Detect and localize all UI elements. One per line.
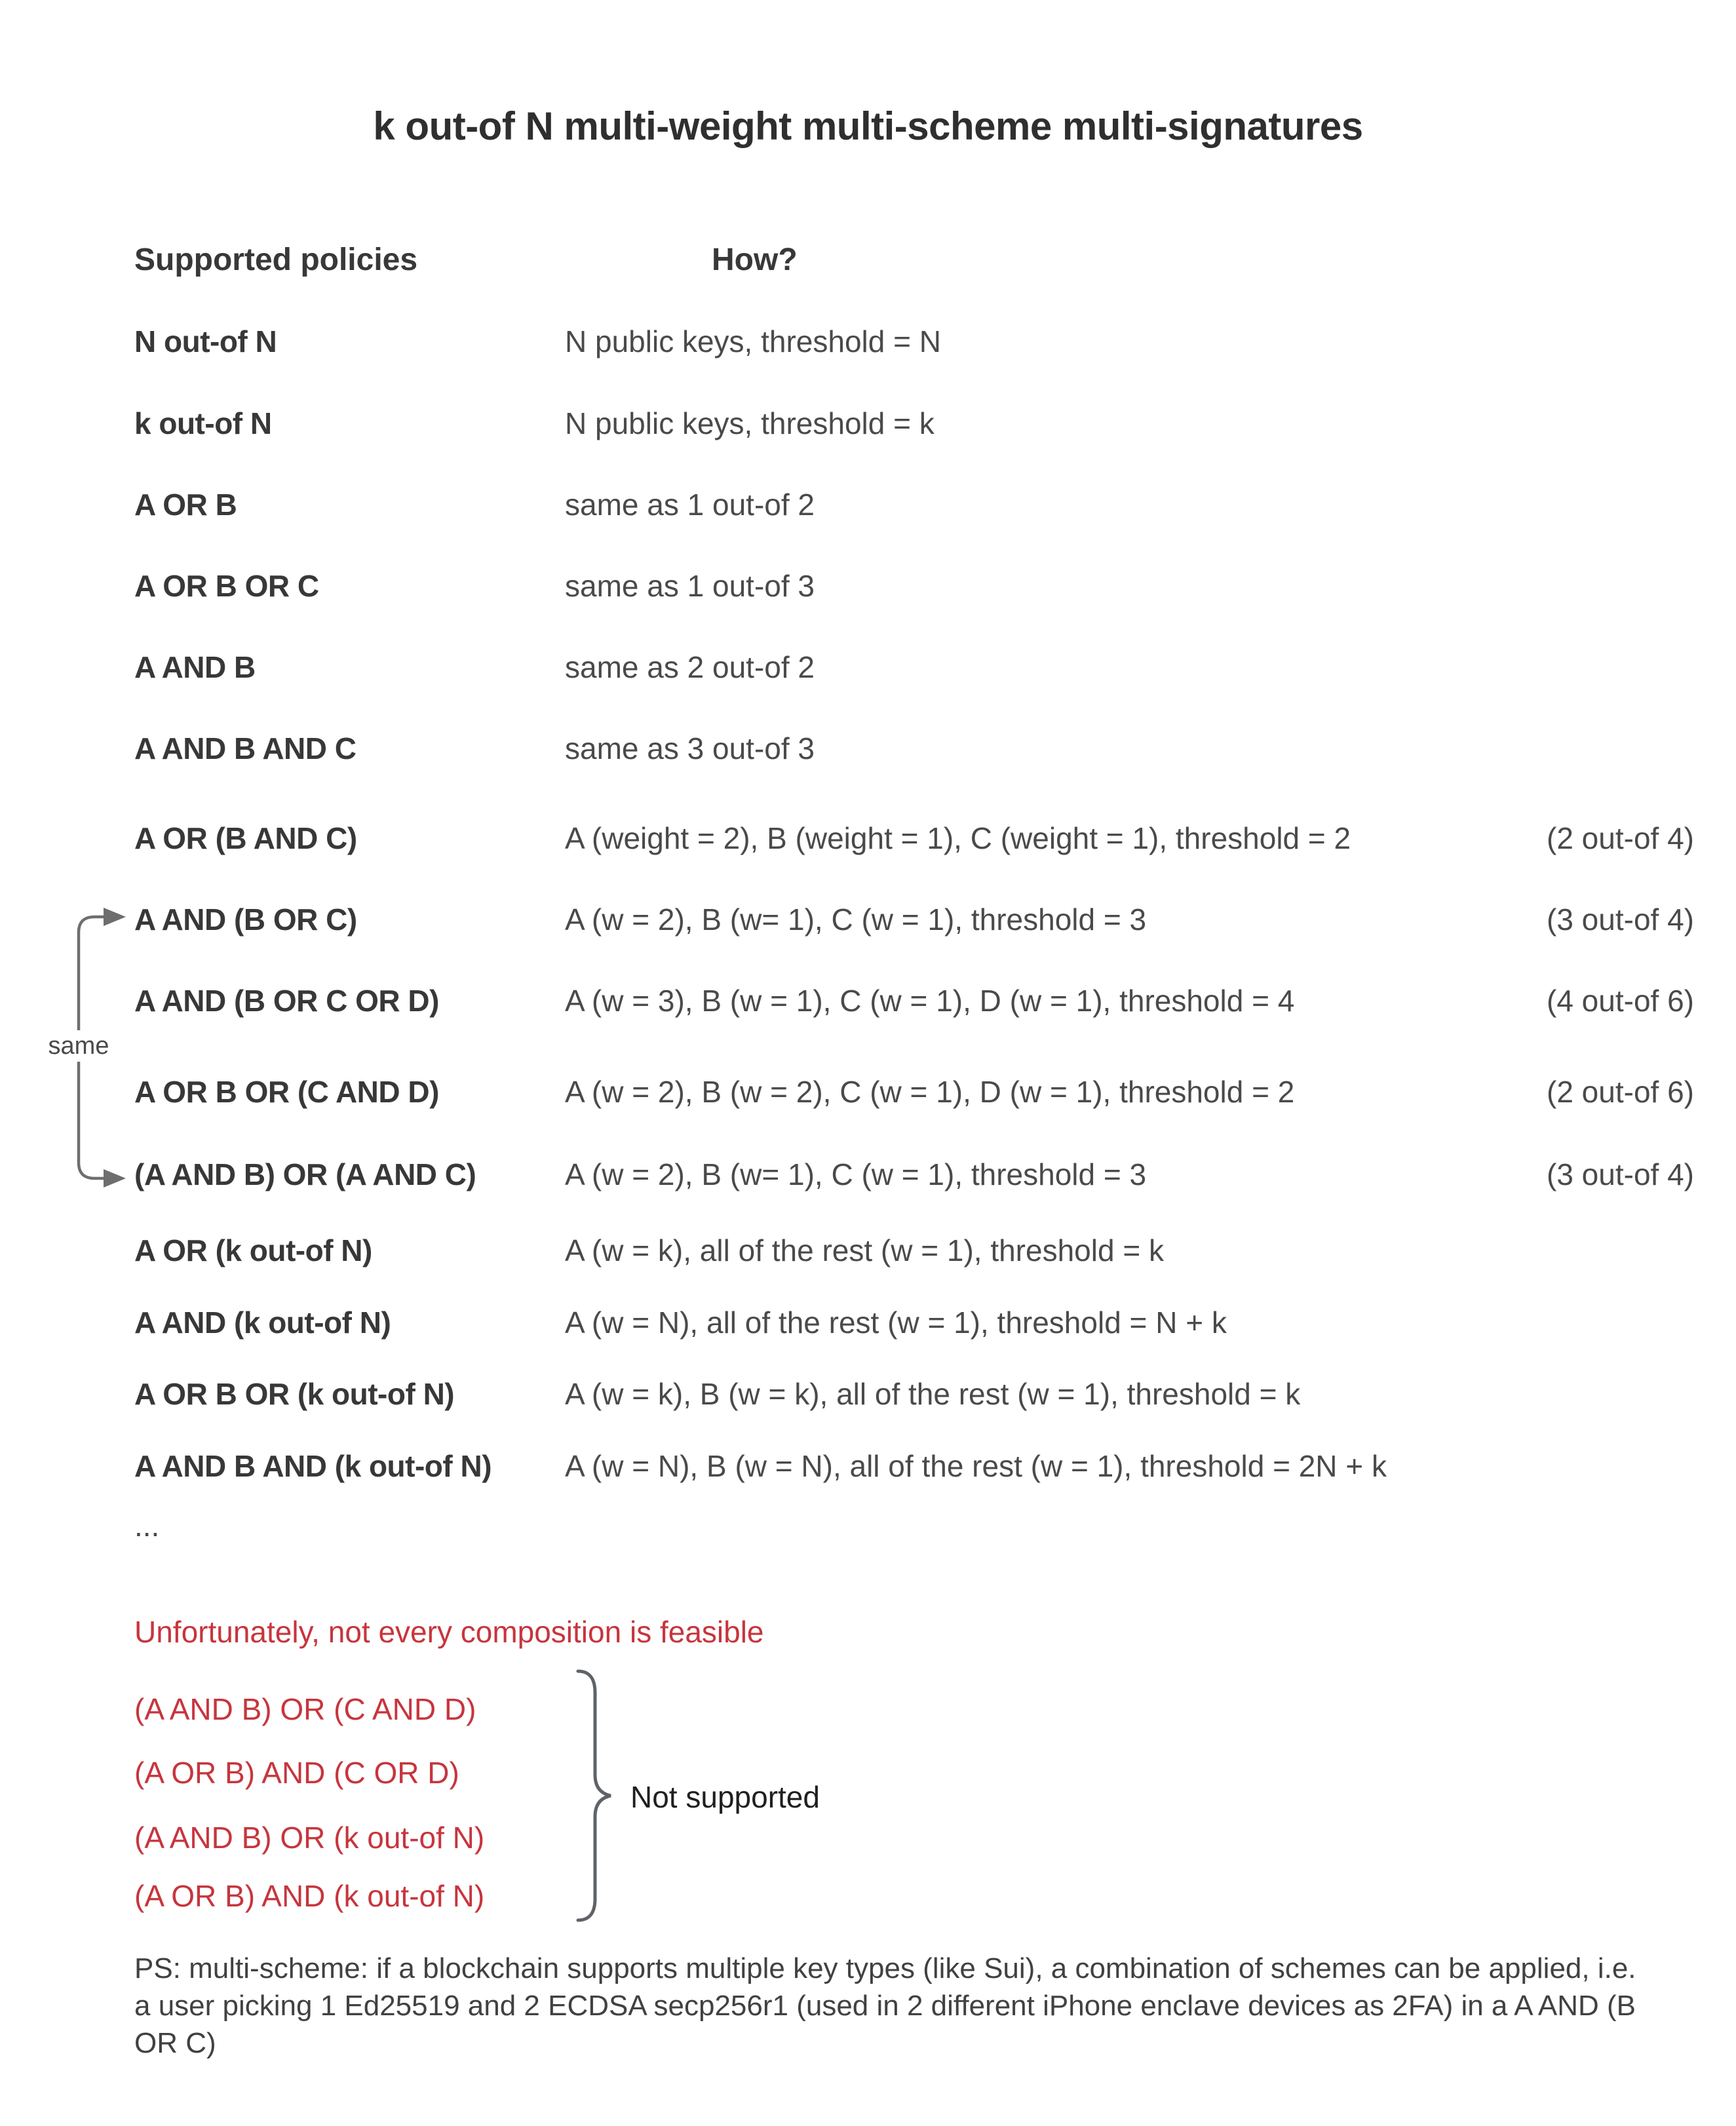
policy-label: A OR B OR (C AND D)	[134, 1075, 439, 1109]
table-row	[0, 1376, 1736, 1412]
how-text: A (w = N), B (w = N), all of the rest (w = 1), threshold = 2N + k	[565, 1449, 1387, 1483]
table-row	[0, 982, 1736, 1019]
policy-label: A AND B	[134, 650, 256, 684]
how-text: same as 2 out-of 2	[565, 650, 815, 684]
how-text: A (weight = 2), B (weight = 1), C (weight = 1), threshold = 2	[565, 821, 1351, 855]
table-row	[0, 1304, 1736, 1341]
equivalence-note: (4 out-of 6)	[1547, 984, 1694, 1018]
infeasible-item: (A AND B) OR (k out-of N)	[134, 1821, 485, 1855]
table-row	[0, 1232, 1736, 1269]
table-row	[0, 323, 1736, 360]
column-header-supported-policies: Supported policies	[134, 242, 418, 277]
equivalence-note: (2 out-of 6)	[1547, 1075, 1694, 1109]
table-row	[0, 1073, 1736, 1110]
table-row	[0, 649, 1736, 686]
how-text: A (w = 2), B (w= 1), C (w = 1), threshold = 3	[565, 902, 1147, 937]
how-text: A (w = N), all of the rest (w = 1), threshold = N + k	[565, 1305, 1227, 1340]
table-row	[0, 820, 1736, 857]
how-text: N public keys, threshold = k	[565, 406, 935, 440]
how-text: A (w = k), B (w = k), all of the rest (w = 1), threshold = k	[565, 1377, 1301, 1411]
column-header-how: How?	[712, 242, 798, 277]
table-row	[0, 730, 1736, 767]
how-text: same as 1 out-of 2	[565, 488, 815, 522]
table-row	[0, 901, 1736, 938]
how-text: A (w = 3), B (w = 1), C (w = 1), D (w = 1), threshold = 4	[565, 984, 1295, 1018]
policy-label: A OR (B AND C)	[134, 821, 357, 855]
equivalence-note: (3 out-of 4)	[1547, 1157, 1694, 1191]
page-title: k out-of N multi-weight multi-scheme multi-signatures	[373, 104, 1363, 148]
arrowhead-bottom-icon	[104, 1169, 126, 1188]
how-text: same as 3 out-of 3	[565, 731, 815, 765]
table-row	[0, 486, 1736, 523]
table-row	[0, 1448, 1736, 1484]
curly-brace-icon	[574, 1668, 616, 1923]
policy-label: A AND (k out-of N)	[134, 1305, 391, 1340]
policy-label: A AND (B OR C OR D)	[134, 984, 439, 1018]
policy-label: A AND B AND (k out-of N)	[134, 1449, 492, 1483]
policy-label: A OR B OR C	[134, 569, 319, 603]
equivalence-note: (2 out-of 4)	[1547, 821, 1694, 855]
equivalence-note: (3 out-of 4)	[1547, 902, 1694, 937]
table-row	[0, 1156, 1736, 1193]
policy-label: A AND B AND C	[134, 731, 357, 765]
how-text: A (w = 2), B (w = 2), C (w = 1), D (w = 1), threshold = 2	[565, 1075, 1295, 1109]
policy-label: A OR B	[134, 488, 237, 522]
infeasible-item: (A OR B) AND (C OR D)	[134, 1756, 459, 1790]
policy-label: N out-of N	[134, 324, 277, 358]
ps-note: PS: multi-scheme: if a blockchain supports multiple key types (like Sui), a combination of schemes can be applied, i.e. a user picking 1 Ed25519 and 2 ECDSA secp256r1 (used in 2 different iPhone enclave devices as 2FA) in a A AND (B OR C)	[134, 1952, 1636, 2059]
table-row	[0, 568, 1736, 604]
policy-label: k out-of N	[134, 406, 272, 440]
how-text: A (w = k), all of the rest (w = 1), threshold = k	[565, 1233, 1164, 1267]
how-text: N public keys, threshold = N	[565, 324, 941, 358]
arrowhead-top-icon	[104, 908, 126, 926]
how-text: A (w = 2), B (w= 1), C (w = 1), threshold = 3	[565, 1157, 1147, 1191]
same-annotation-label: same	[39, 1030, 118, 1062]
policy-label: A AND (B OR C)	[134, 902, 357, 937]
how-text: same as 1 out-of 3	[565, 569, 815, 603]
infeasible-item: (A OR B) AND (k out-of N)	[134, 1879, 485, 1913]
policy-label: (A AND B) OR (A AND C)	[134, 1157, 476, 1191]
policy-label: A OR B OR (k out-of N)	[134, 1377, 455, 1411]
table-row	[0, 405, 1736, 442]
infeasible-heading: Unfortunately, not every composition is feasible	[134, 1615, 764, 1649]
policy-label: A OR (k out-of N)	[134, 1233, 372, 1267]
ellipsis: ...	[134, 1509, 160, 1543]
not-supported-label: Not supported	[630, 1780, 820, 1814]
infeasible-item: (A AND B) OR (C AND D)	[134, 1692, 476, 1726]
